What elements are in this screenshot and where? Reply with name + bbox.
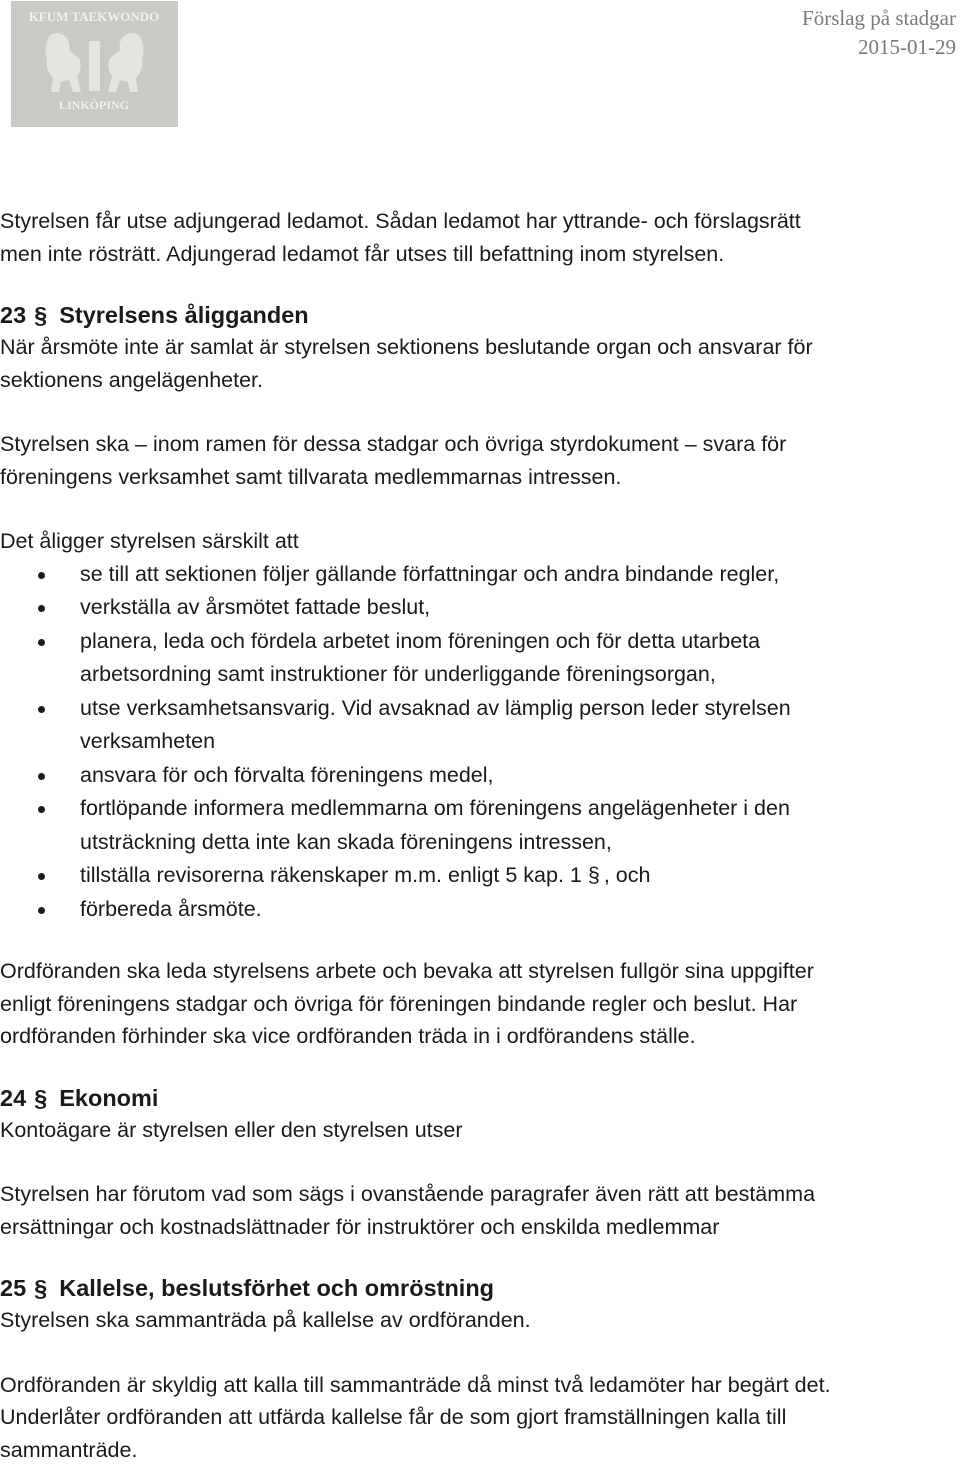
- s24-p2-line-1: Styrelsen har förutom vad som sägs i ovanstående paragrafer även rätt att bestämma: [0, 1182, 816, 1206]
- bullet-icon: [38, 907, 45, 914]
- s23-p1-line-2: sektionens angelägenheter.: [0, 367, 263, 392]
- section-24-title: Ekonomi: [59, 1084, 159, 1111]
- intro-line-1: Styrelsen får utse adjungerad ledamot. Sådan ledamot har yttrande- och förslagsrätt: [0, 209, 801, 233]
- document-body: [0, 205, 958, 1466]
- section-23-number: 23: [0, 302, 27, 328]
- logo-text-bottom: LINKÖPING: [58, 98, 130, 112]
- bullet-icon: [38, 706, 45, 713]
- section-25-heading: [0, 1272, 958, 1304]
- s25-p2-line-3: sammanträde.: [0, 1437, 138, 1462]
- logo-text-top: KFUM TAEKWONDO: [28, 9, 160, 24]
- intro-line-2: men inte rösträtt. Adjungerad ledamot får utses till befattning inom styrelsen.: [0, 241, 725, 266]
- section-symbol-icon: §: [34, 302, 48, 328]
- duties-list: [0, 558, 958, 927]
- list-item: verkställa av årsmötet fattade beslut,: [0, 591, 958, 625]
- section-23-heading: [0, 299, 958, 331]
- list-item: planera, leda och fördela arbetet inom föreningen och för detta utarbeta arbetsordning samt instruktioner för underliggande föreningsorgan,: [0, 625, 958, 692]
- s24-p2-line-2: ersättningar och kostnadslättnader för instruktörer och enskilda medlemmar: [0, 1214, 720, 1239]
- bullet-icon: [38, 572, 45, 579]
- bullet-icon: [38, 873, 45, 880]
- bullet-icon: [38, 605, 45, 612]
- bullet-icon: [38, 806, 45, 813]
- s23-p2-line-2: föreningens verksamhet samt tillvarata medlemmarnas intressen.: [0, 464, 622, 489]
- bullet-icon: [38, 639, 45, 646]
- s23-p2-line-1: Styrelsen ska – inom ramen för dessa stadgar och övriga styrdokument – svara för: [0, 432, 787, 456]
- list-item: fortlöpande informera medlemmarna om föreningens angelägenheter i den utsträckning detta inte kan skada föreningens intressen,: [0, 792, 958, 859]
- document-header: [802, 4, 956, 62]
- list-item: tillställa revisorerna räkenskaper m.m. enligt 5 kap. 1 § , och: [0, 859, 958, 893]
- section-23-title: Styrelsens åligganden: [59, 302, 309, 328]
- section-symbol-icon: §: [587, 863, 600, 887]
- s23-list-intro: Det åligger styrelsen särskilt att: [0, 529, 299, 553]
- s23-p3-line-2: enligt föreningens stadgar och övriga för föreningen bindande regler och beslut. Har: [0, 991, 798, 1016]
- bullet-icon: [38, 773, 45, 780]
- section-symbol-icon: §: [34, 1084, 48, 1111]
- section-25-title: Kallelse, beslutsförhet och omröstning: [59, 1275, 495, 1301]
- document-title: Förslag på stadgar: [802, 6, 956, 30]
- list-item: se till att sektionen följer gällande författningar och andra bindande regler,: [0, 558, 958, 592]
- s24-p1: Kontoägare är styrelsen eller den styrelsen utser: [0, 1117, 463, 1142]
- s25-p2-line-2: Underlåter ordföranden att utfärda kallelse får de som gjort framställningen kalla till: [0, 1405, 787, 1429]
- list-item: förbereda årsmöte.: [0, 893, 958, 927]
- s23-p3-line-3: ordföranden förhinder ska vice ordföranden träda in i ordförandens ställe.: [0, 1024, 696, 1048]
- club-logo: [11, 1, 178, 127]
- list-item: ansvara för och förvalta föreningens medel,: [0, 759, 958, 793]
- s23-p3-line-1: Ordföranden ska leda styrelsens arbete och bevaka att styrelsen fullgör sina uppgifter: [0, 959, 814, 983]
- section-symbol-icon: §: [34, 1275, 48, 1301]
- section-25-number: 25: [0, 1275, 27, 1301]
- list-item: utse verksamhetsansvarig. Vid avsaknad av lämplig person leder styrelsen verksamheten: [0, 692, 958, 759]
- s25-p1: Styrelsen ska sammanträda på kallelse av ordföranden.: [0, 1308, 531, 1332]
- section-24-heading: [0, 1082, 958, 1114]
- document-date: 2015-01-29: [858, 35, 956, 59]
- section-24-number: 24: [0, 1084, 27, 1111]
- s25-p2-line-1: Ordföranden är skyldig att kalla till sammanträde då minst två ledamöter har begärt det.: [0, 1372, 831, 1397]
- s23-p1-line-1: När årsmöte inte är samlat är styrelsen sektionens beslutande organ och ansvarar för: [0, 335, 813, 359]
